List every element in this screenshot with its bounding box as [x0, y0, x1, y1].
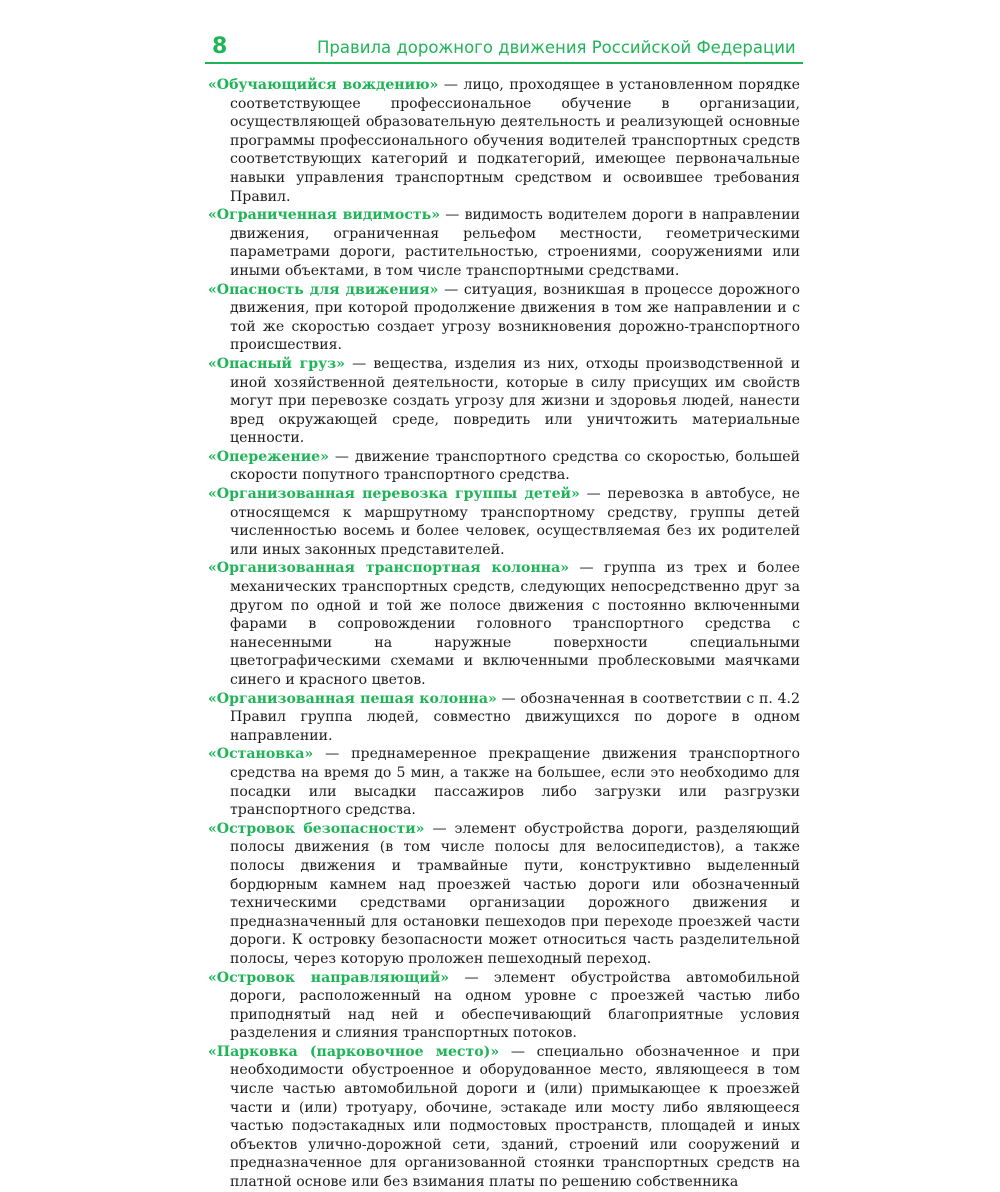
definition-text: — перевозка в автобусе, не относящемся к маршрутному транспортному средству, группы детей численностью восемь и более человек, осуществляемая без их родителей или иных законных представителей.	[230, 486, 800, 558]
term: «Ограниченная видимость»	[208, 207, 441, 224]
definition-entry	[208, 559, 800, 689]
term: «Парковка (парковочное место)»	[208, 1043, 500, 1060]
definition-text: — преднамеренное прекращение движения транспортного средства на время до 5 мин, а также на большее, если это необходимо для посадки или высадки пассажиров либо загрузки или разгрузки транспортного средства.	[230, 746, 800, 819]
definition-text: — ситуация, возникшая в процессе дорожного движения, при которой продолжение движения в том же направлении и с той же скоростью создает угрозу возникновения дорожно-транспортного происшествия.	[230, 281, 800, 354]
definition-text: — элемент обустройства дороги, разделяющий полосы движения (в том числе полосы для велосипедистов), а также полосы движения и трамвайные пути, конструктивно выделенный бордюрным камнем над проезжей частью дороги или обозначенный техническими средствами организации дорожного движения и предназначенный для остановки пешеходов при переходе проезжей части дороги. К островку безопасности может относиться часть разделительной полосы, через которую проложен пешеходный переход.	[230, 820, 800, 967]
definition-text: — вещества, изделия из них, отходы производственной и иной хозяйственной деятельности, которые в силу присущих им свойств могут при перевозке создать угрозу для жизни и здоровья людей, нанести вред окружающей среде, повредить или уничтожить материальные ценности.	[230, 355, 800, 447]
definition-entry	[208, 485, 800, 559]
definition-entry	[208, 206, 800, 280]
term: «Опережение»	[208, 448, 329, 465]
definition-entry	[208, 1043, 800, 1192]
term: «Обучающийся вождению»	[208, 77, 439, 93]
definitions-list	[208, 76, 800, 1192]
term: «Островок безопасности»	[208, 820, 425, 837]
term: «Остановка»	[208, 746, 314, 763]
definition-entry	[208, 690, 800, 746]
term: «Организованная транспортная колонна»	[208, 560, 570, 577]
definition-text: — обозначенная в соответствии с п. 4.2 Правил группа людей, совместно движущихся по дороге в одном направлении.	[230, 690, 800, 744]
definition-entry	[208, 355, 800, 448]
definition-entry	[208, 448, 800, 485]
term: «Организованная пешая колонна»	[208, 690, 497, 707]
term: «Опасный груз»	[208, 355, 345, 372]
running-title: Правила дорожного движения Российской Федерации	[317, 38, 796, 57]
header-rule	[205, 62, 803, 64]
definition-text: — видимость водителем дороги в направлении движения, ограниченная рельефом местности, геометрическими параметрами дороги, растительностью, строениями, сооружениями или иными объектами, в том числе транспортными средствами.	[230, 207, 800, 279]
definition-entry	[208, 745, 800, 819]
page-number: 8	[212, 34, 228, 59]
definition-entry	[208, 76, 800, 206]
definition-text: — лицо, проходящее в установленном порядке соответствующее профессиональное обучение в организации, осуществляющей образовательную деятельность и реализующей основные программы профессионального обучения водителей транспортных средств соответствующих категорий и подкатегорий, имеющее первоначальные навыки управления транспортным средством и освоившее требования Правил.	[230, 77, 800, 205]
definition-entry	[208, 820, 800, 969]
definition-text: — элемент обустройства автомобильной дороги, расположенный на одном уровне с проезжей частью либо приподнятый над ней и обеспечивающий благоприятные условия разделения и слияния транспортных потоков.	[230, 969, 800, 1042]
definition-entry	[208, 281, 800, 355]
term: «Островок направляющий»	[208, 969, 450, 986]
term: «Организованная перевозка группы детей»	[208, 486, 580, 503]
term: «Опасность для движения»	[208, 281, 439, 298]
definition-entry	[208, 969, 800, 1043]
definition-text: — специально обозначенное и при необходимости обустроенное и оборудованное место, являющееся в том числе частью автомобильной дороги и (или) примыкающее к проезжей части и (или) тротуару, обочине, эстакаде или мосту либо являющееся частью подэстакадных или подмостовых пространств, площадей и иных объектов улично-дорожной сети, зданий, строений или сооружений и предназначенное для организованной стоянки транспортных средств на платной основе или без взимания платы по решению собственника	[230, 1043, 800, 1191]
definition-text: — движение транспортного средства со скоростью, большей скорости попутного транспортного средства.	[230, 448, 800, 484]
page-header	[205, 30, 803, 64]
definition-text: — группа из трех и более механических транспортных средств, следующих непосредственно друг за другом по одной и той же полосе движения с постоянно включенными фарами в сопровождении головного транспортного средства с нанесенными на наружные поверхности специальными цветографическими схемами и включенными проблесковыми маячками синего и красного цветов.	[230, 560, 800, 688]
